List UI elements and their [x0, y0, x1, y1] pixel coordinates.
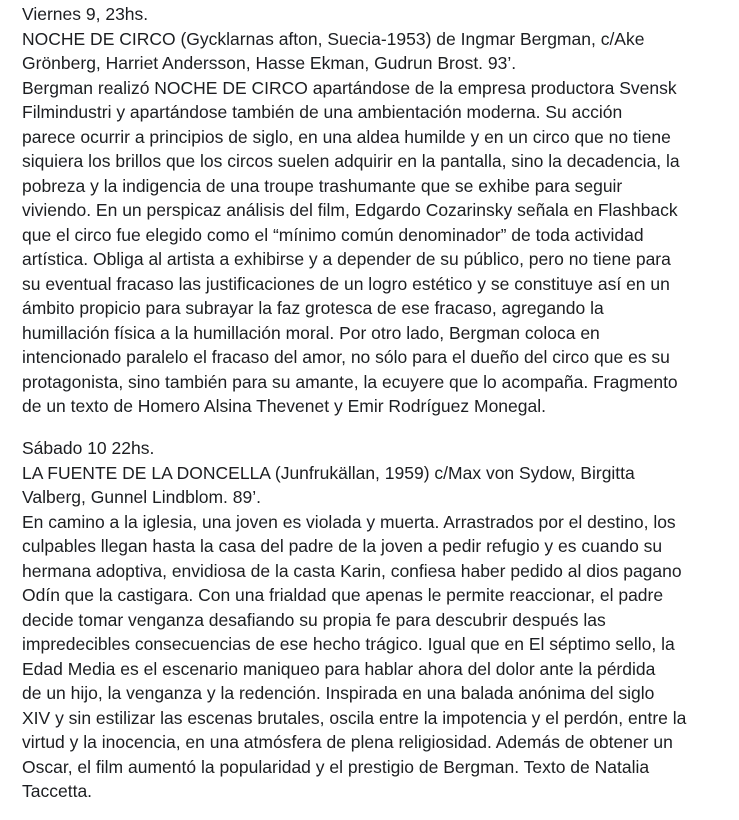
title-line: Valberg, Gunnel Lindblom. 89’.: [22, 487, 261, 507]
film-title: [22, 27, 727, 76]
date-line: Sábado 10 22hs.: [22, 438, 155, 458]
body-line: intencionado paralelo el fracaso del amor, no sólo para el dueño del circo que es su: [22, 347, 670, 367]
body-line: pobreza y la indigencia de una troupe trashumante que se exhibe para seguir: [22, 175, 623, 196]
body-line: decide tomar venganza desafiando su propia fe para descubrir después las: [22, 609, 606, 630]
body-line: siquiera los brillos que los circos suelen adquirir en la pantalla, sino la decadencia, la: [22, 151, 680, 171]
film-description: [22, 510, 727, 804]
date-line: Viernes 9, 23hs.: [22, 4, 149, 24]
body-line: Oscar, el film aumentó la popularidad y el prestigio de Bergman. Texto de Natalia: [22, 756, 650, 777]
screening-date: [22, 436, 727, 461]
body-line: su eventual fracaso las justificaciones de un logro estético y se constituye así en un: [22, 273, 670, 294]
screening-entry: [22, 2, 727, 419]
film-title: [22, 461, 727, 510]
film-description: [22, 76, 727, 419]
screening-entry: [22, 436, 727, 804]
body-line: que el circo fue elegido como el “mínimo común denominador” de toda actividad: [22, 224, 644, 245]
body-line: parece ocurrir a principios de siglo, en una aldea humilde y en un circo que no tiene: [22, 126, 671, 147]
body-line: virtud y la inocencia, en una atmósfera de plena religiosidad. Además de obtener un: [22, 732, 673, 752]
body-line: artística. Obliga al artista a exhibirse y a depender de su público, pero no tiene para: [22, 249, 671, 269]
body-line: En camino a la iglesia, una joven es violada y muerta. Arrastrados por el destino, los: [22, 511, 676, 532]
body-line: ámbito propicio para subrayar la faz grotesca de ese fracaso, agregando la: [22, 298, 604, 318]
body-line: protagonista, sino también para su amante, la ecuyere que lo acompaña. Fragmento: [22, 371, 678, 392]
screening-date: [22, 2, 727, 27]
title-line: NOCHE DE CIRCO (Gycklarnas afton, Suecia-1953) de Ingmar Bergman, c/Ake: [22, 28, 645, 49]
body-line: Odín que la castigara. Con una frialdad que apenas le permite reaccionar, el padre: [22, 585, 664, 605]
body-line: humillación física a la humillación moral. Por otro lado, Bergman coloca en: [22, 322, 600, 343]
body-line: Edad Media es el escenario maniqueo para hablar ahora del dolor ante la pérdida: [22, 658, 656, 679]
body-line: hermana adoptiva, envidiosa de la casta Karin, confiesa haber pedido al dios pagano: [22, 560, 682, 581]
body-line: de un texto de Homero Alsina Thevenet y Emir Rodríguez Monegal.: [22, 396, 546, 416]
body-line: impredecibles consecuencias de ese hecho trágico. Igual que en El séptimo sello, la: [22, 634, 675, 654]
body-line: Filmindustri y apartándose también de una ambientación moderna. Su acción: [22, 102, 623, 122]
body-line: viviendo. En un perspicaz análisis del film, Edgardo Cozarinsky señala en Flashback: [22, 200, 678, 220]
body-line: de un hijo, la venganza y la redención. Inspirada en una balada anónima del siglo: [22, 683, 655, 703]
title-line: Grönberg, Harriet Andersson, Hasse Ekman, Gudrun Brost. 93’.: [22, 53, 517, 73]
body-line: XIV y sin estilizar las escenas brutales, oscila entre la impotencia y el perdón, entre la: [22, 707, 687, 728]
title-line: LA FUENTE DE LA DONCELLA (Junfrukällan, 1959) c/Max von Sydow, Birgitta: [22, 462, 635, 483]
body-line: Taccetta.: [22, 781, 93, 801]
body-line: culpables llegan hasta la casa del padre de la joven a pedir refugio y es cuando su: [22, 536, 663, 556]
body-line: Bergman realizó NOCHE DE CIRCO apartándose de la empresa productora Svensk: [22, 77, 677, 98]
